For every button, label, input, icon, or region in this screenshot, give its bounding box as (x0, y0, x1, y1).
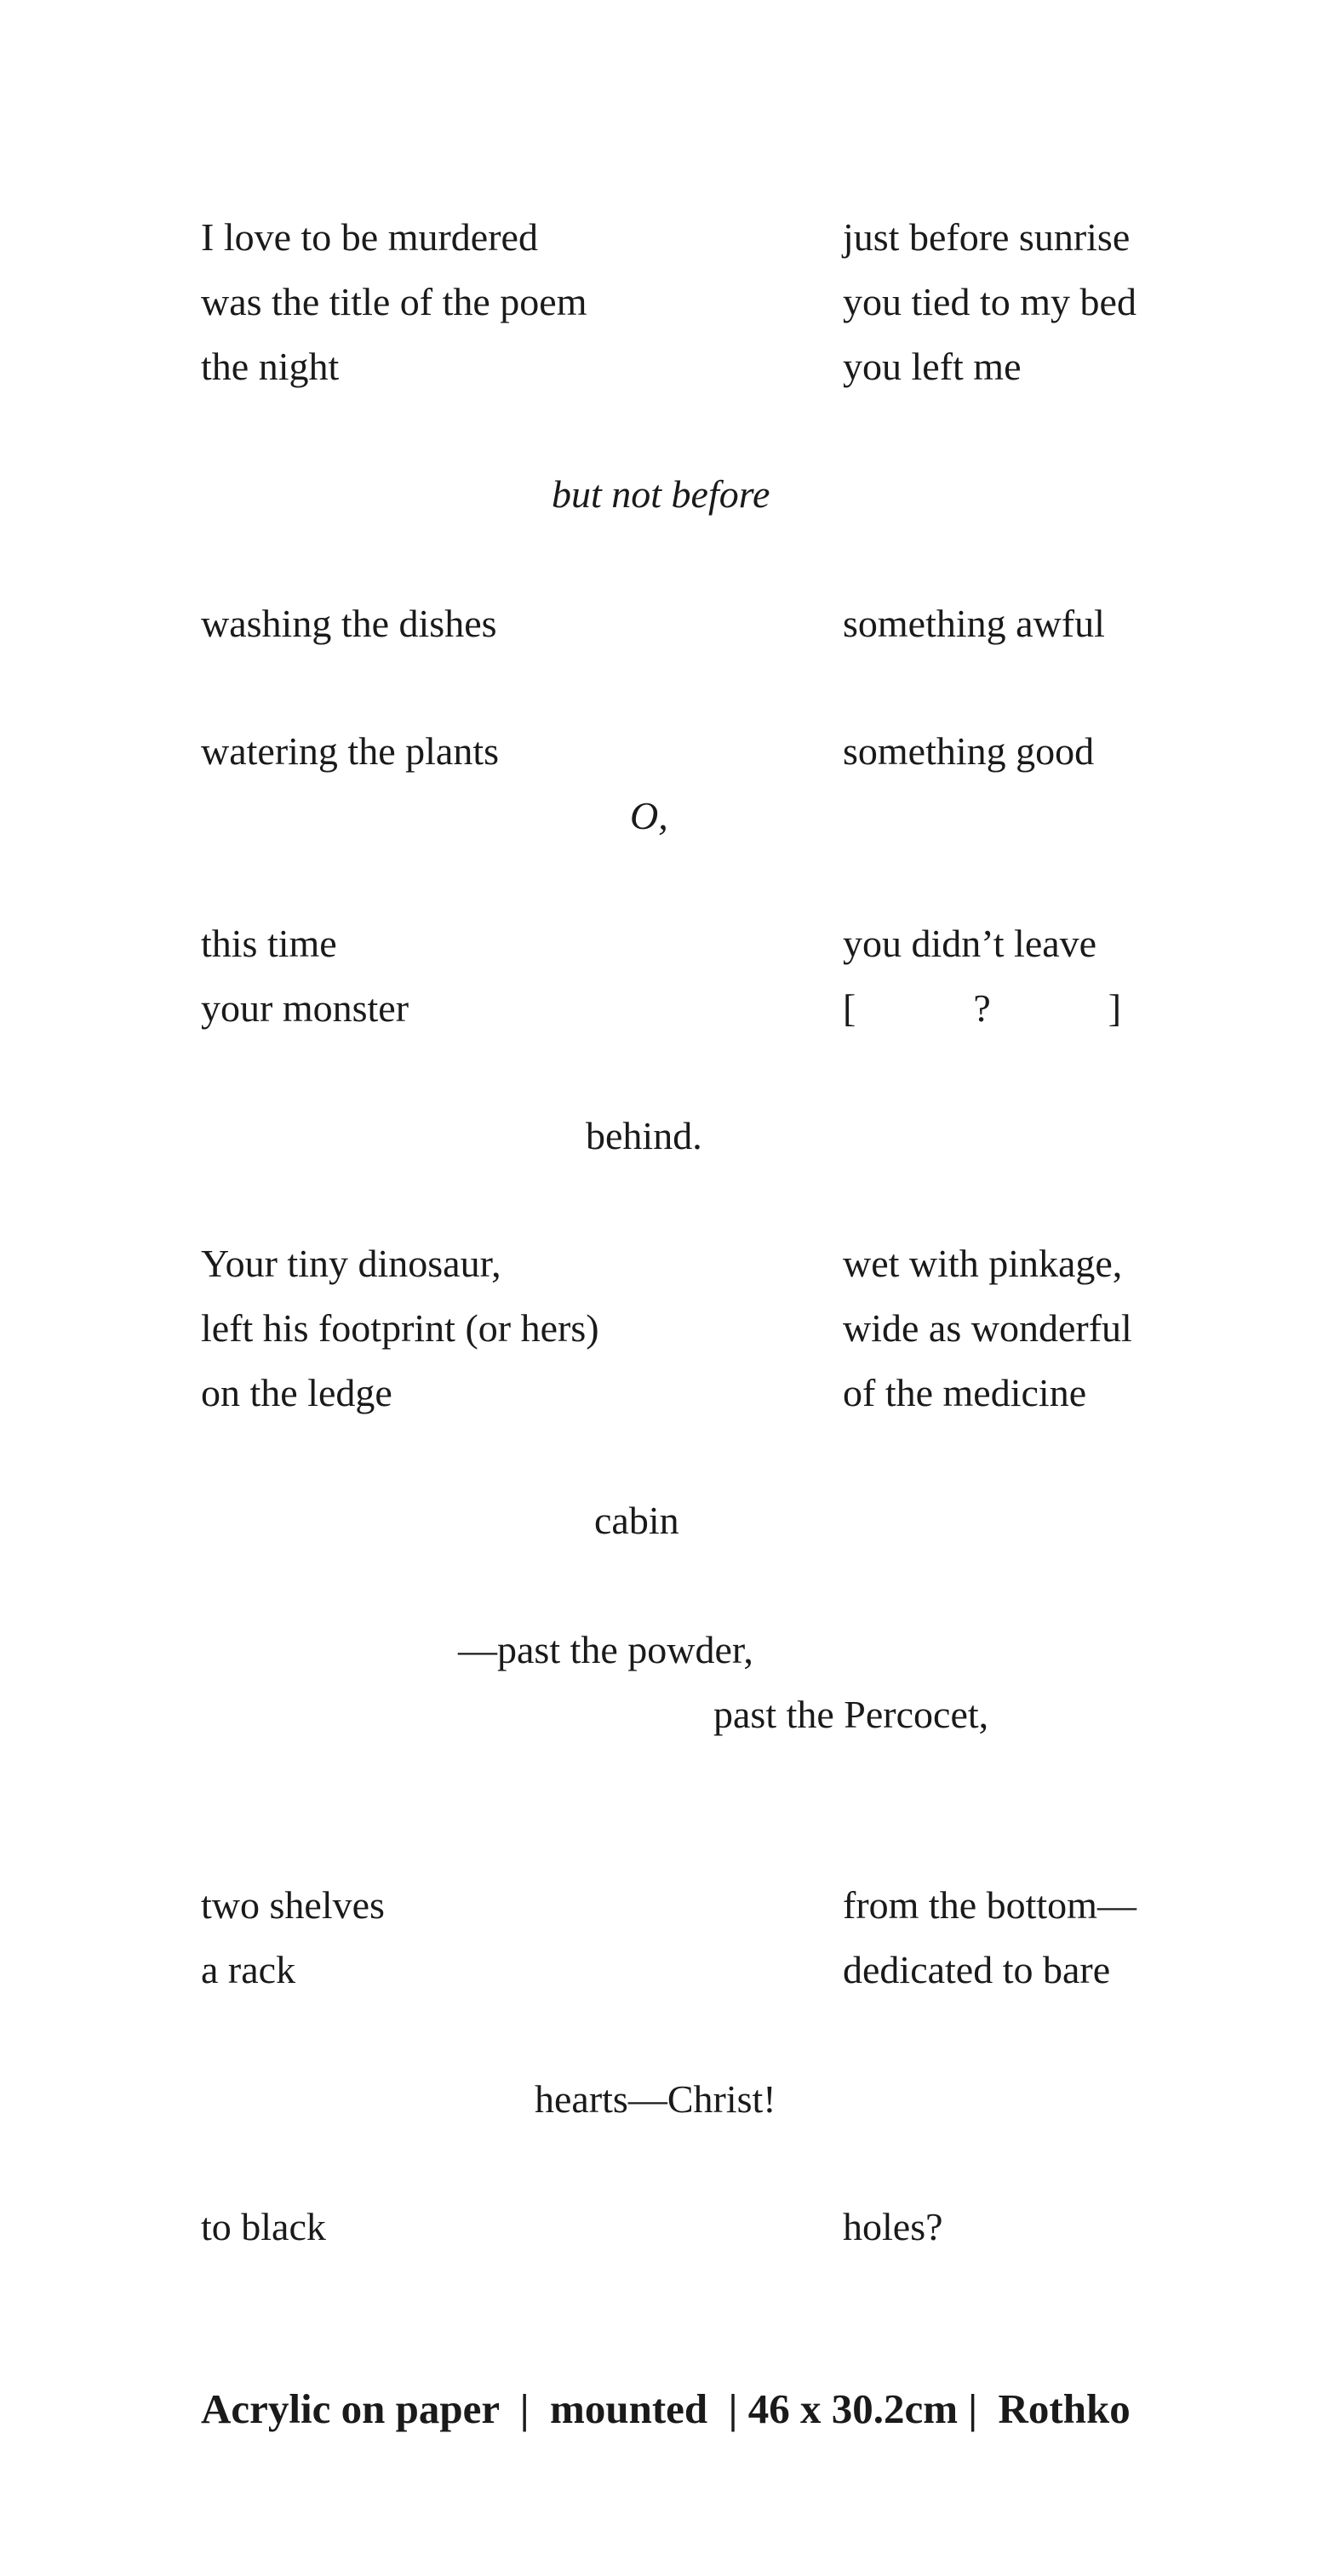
poem-line: the night (201, 345, 340, 388)
poem-line: I love to be murdered (201, 215, 538, 259)
poem-line: your monster (201, 986, 409, 1030)
poem-line-centered: —past the powder, (458, 1628, 753, 1671)
poem-line: a rack (201, 1948, 296, 1991)
poem-line-centered: hearts—Christ! (535, 2077, 776, 2121)
poem-line: of the medicine (843, 1371, 1087, 1414)
poem-line: on the ledge (201, 1371, 392, 1414)
poem-line: you didn’t leave (843, 922, 1097, 965)
poem-line: holes? (843, 2205, 943, 2248)
poem-line-centered: behind. (586, 1114, 702, 1157)
poem-line: something awful (843, 602, 1105, 645)
poem-line-centered: cabin (594, 1499, 679, 1542)
artwork-caption: Acrylic on paper | mounted | 46 x 30.2cm | Rothko (201, 2385, 1131, 2432)
poem-line-centered: but not before (552, 472, 770, 516)
poem-line: left his footprint (or hers) (201, 1306, 599, 1350)
poem-line: this time (201, 922, 337, 965)
poem-line: watering the plants (201, 729, 500, 773)
poem-line: Your tiny dinosaur, (201, 1242, 501, 1285)
poem-line: from the bottom— (843, 1883, 1136, 1927)
poem-line: was the title of the poem (201, 280, 587, 323)
poem-line-centered: past the Percocet, (713, 1693, 989, 1736)
poem-line: wet with pinkage, (843, 1242, 1123, 1285)
poem-line-centered: O, (630, 794, 668, 837)
poem-line: something good (843, 729, 1095, 773)
poem-line: just before sunrise (843, 215, 1131, 259)
poem-line: you tied to my bed (843, 280, 1136, 323)
poem-line: washing the dishes (201, 602, 497, 645)
poem-line: two shelves (201, 1883, 385, 1927)
poem-line: wide as wonderful (843, 1306, 1132, 1350)
poem-line: [ ? ] (843, 986, 1122, 1030)
poem-line: to black (201, 2205, 326, 2248)
poem-line: you left me (843, 345, 1022, 388)
poem-line: dedicated to bare (843, 1948, 1111, 1991)
